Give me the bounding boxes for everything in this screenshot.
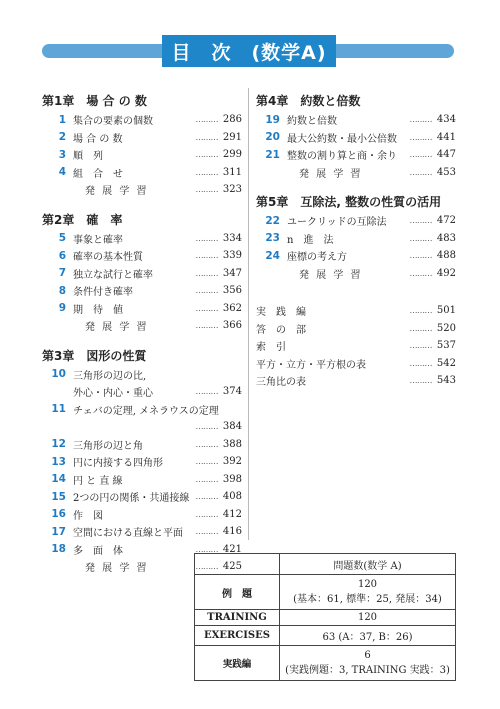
leader-dots: ……… — [195, 303, 218, 313]
section-number: 10 — [51, 368, 66, 381]
header-bar-right — [336, 44, 454, 58]
table-header: 問題数(数学 A) — [280, 554, 456, 575]
examples-total: 120 — [357, 579, 378, 590]
table-row — [195, 610, 456, 626]
chapter-heading: 第4章 約数と倍数 — [256, 94, 361, 108]
section-title: 集合の要素の個数 — [73, 116, 153, 128]
page-number: 453 — [436, 166, 456, 178]
leader-dots: ……… — [195, 233, 218, 243]
section-title: 座標の考え方 — [287, 252, 347, 264]
chapter-heading: 第2章 確 率 — [42, 212, 123, 227]
page-number: 501 — [436, 305, 456, 317]
row-value-exercises: 63 (A：37, B：26) — [280, 626, 456, 646]
section-number: 20 — [265, 131, 280, 144]
toc-entry[interactable] — [42, 317, 242, 335]
section-title: 期 待 値 — [73, 304, 123, 316]
page-number: 412 — [222, 508, 242, 520]
problem-count-table — [194, 553, 456, 681]
page-number: 384 — [222, 421, 242, 433]
toc-entry[interactable] — [42, 436, 242, 454]
page-number: 537 — [436, 340, 456, 352]
section-title: n 進 法 — [287, 234, 334, 246]
section-number: 15 — [51, 490, 66, 503]
misc-title: 三角比の表 — [256, 377, 306, 389]
toc-entry[interactable] — [42, 111, 242, 129]
toc-entry[interactable] — [256, 164, 456, 182]
table-row — [195, 646, 456, 681]
page-number: 356 — [222, 285, 242, 297]
section-title: 発 展 学 習 — [85, 186, 149, 198]
chapter-spacer — [42, 199, 242, 207]
section-number: 16 — [51, 508, 66, 521]
misc-title: 平方・立方・平方根の表 — [256, 359, 366, 371]
toc-entry[interactable] — [256, 302, 456, 320]
toc-entry[interactable] — [42, 282, 242, 300]
leader-dots: ……… — [195, 474, 218, 484]
table-row — [195, 575, 456, 610]
leader-dots: ……… — [409, 132, 432, 142]
section-title: 空間における直線と平面 — [73, 528, 183, 540]
section-title: 確率の基本性質 — [73, 252, 143, 264]
section-title: 円に内接する四角形 — [73, 458, 163, 470]
leader-dots: ……… — [409, 341, 432, 351]
leader-dots: ……… — [409, 306, 432, 316]
page-number: 441 — [436, 131, 456, 143]
examples-breakdown: (基本：61, 標準：25, 発展：34) — [293, 594, 442, 605]
section-number: 12 — [51, 438, 66, 451]
leader-dots: ……… — [195, 492, 218, 502]
leader-dots: ……… — [195, 150, 218, 160]
leader-dots: ……… — [195, 132, 218, 142]
page-number: 286 — [222, 114, 242, 126]
section-title: 2つの円の関係・共通接線 — [73, 493, 190, 505]
toc-right-column — [256, 88, 456, 390]
row-label-training: TRAINING — [195, 610, 280, 626]
toc-entry[interactable] — [42, 247, 242, 265]
page-number: 543 — [436, 375, 456, 387]
leader-dots: ……… — [409, 216, 432, 226]
page-number: 421 — [222, 543, 242, 555]
page-number: 362 — [222, 302, 242, 314]
section-title: 最大公約数・最小公倍数 — [287, 133, 397, 145]
section-title: 順 列 — [73, 151, 103, 163]
page-number: 291 — [222, 131, 242, 143]
leader-dots: ……… — [195, 321, 218, 331]
leader-dots: ……… — [409, 115, 432, 125]
section-title: 外心・内心・重心 — [73, 388, 153, 400]
column-divider — [248, 88, 249, 540]
chapter-heading: 第1章 場 合 の 数 — [42, 94, 147, 108]
toc-entry[interactable] — [42, 453, 242, 471]
toc-entry[interactable] — [42, 401, 242, 419]
section-number: 1 — [58, 113, 66, 126]
section-number: 22 — [265, 214, 280, 227]
toc-entry[interactable] — [256, 230, 456, 248]
misc-title: 答 の 部 — [256, 324, 306, 336]
section-title: 条件付き確率 — [73, 287, 133, 299]
leader-dots: ……… — [195, 439, 218, 449]
row-value-examples — [280, 575, 456, 610]
section-number: 8 — [58, 284, 66, 297]
practice-breakdown: (実践例題：3, TRAINING 実践：3) — [285, 665, 450, 676]
section-number: 23 — [265, 232, 280, 245]
toc-entry[interactable] — [256, 129, 456, 147]
toc-entry[interactable] — [42, 506, 242, 524]
section-number: 21 — [265, 148, 280, 161]
toc-entry[interactable] — [42, 488, 242, 506]
page-number: 374 — [222, 386, 242, 398]
header-bar-left — [42, 44, 162, 58]
toc-entry[interactable] — [256, 372, 456, 390]
toc-entry[interactable] — [42, 366, 242, 384]
section-number: 11 — [51, 403, 66, 416]
section-number: 5 — [58, 232, 66, 245]
leader-dots: ……… — [409, 251, 432, 261]
leader-dots: ……… — [195, 544, 218, 554]
page-number: 542 — [436, 357, 456, 369]
table-row — [195, 626, 456, 646]
section-number: 18 — [51, 543, 66, 556]
page-number: 392 — [222, 456, 242, 468]
misc-spacer — [256, 282, 456, 302]
section-number: 24 — [265, 249, 280, 262]
page-number: 334 — [222, 232, 242, 244]
chapter-spacer — [256, 181, 456, 189]
section-title: ユークリッドの互除法 — [287, 217, 387, 229]
toc-entry[interactable] — [42, 129, 242, 147]
section-number: 14 — [51, 473, 66, 486]
page-title: 目 次 (数学A) — [162, 35, 336, 67]
toc-entry[interactable] — [42, 164, 242, 182]
leader-dots: ……… — [195, 509, 218, 519]
toc-entry[interactable] — [42, 383, 242, 401]
section-title: 発 展 学 習 — [299, 269, 363, 281]
page-number: 311 — [222, 166, 242, 178]
section-number: 13 — [51, 455, 66, 468]
page-number: 366 — [222, 320, 242, 332]
leader-dots: ……… — [195, 251, 218, 261]
leader-dots: ……… — [409, 323, 432, 333]
toc-entry[interactable] — [256, 337, 456, 355]
toc-entry[interactable] — [256, 212, 456, 230]
leader-dots: ……… — [409, 150, 432, 160]
section-title: 発 展 学 習 — [299, 168, 363, 180]
toc-entry[interactable] — [42, 230, 242, 248]
section-title: 場 合 の 数 — [73, 133, 123, 145]
page-number: 425 — [222, 561, 242, 573]
row-label-examples: 例 題 — [195, 575, 280, 610]
table-corner — [195, 554, 280, 575]
leader-dots: ……… — [409, 268, 432, 278]
toc-entry[interactable] — [42, 300, 242, 318]
chapter-spacer — [42, 335, 242, 343]
page-number: 323 — [222, 184, 242, 196]
toc-entry[interactable] — [42, 523, 242, 541]
leader-dots: ……… — [195, 185, 218, 195]
toc-entry[interactable] — [256, 111, 456, 129]
page-number: 299 — [222, 149, 242, 161]
section-title: 円 と 直 線 — [73, 475, 123, 487]
toc-entry[interactable] — [256, 320, 456, 338]
leader-dots: ……… — [195, 268, 218, 278]
page-number: 398 — [222, 473, 242, 485]
section-title: 発 展 学 習 — [85, 563, 149, 575]
section-title: 作 図 — [73, 510, 103, 522]
section-title: 発 展 学 習 — [85, 322, 149, 334]
page-number: 434 — [436, 114, 456, 126]
page-number: 488 — [436, 250, 456, 262]
toc-entry[interactable] — [42, 265, 242, 283]
page-number: 492 — [436, 267, 456, 279]
page-number: 347 — [222, 267, 242, 279]
leader-dots: ……… — [195, 457, 218, 467]
toc-entry[interactable] — [42, 146, 242, 164]
page-number: 408 — [222, 491, 242, 503]
leader-dots: ……… — [195, 115, 218, 125]
row-label-practice: 実践編 — [195, 646, 280, 681]
toc-entry[interactable] — [256, 247, 456, 265]
page-number: 339 — [222, 250, 242, 262]
misc-title: 索 引 — [256, 342, 286, 354]
section-title: 事象と確率 — [73, 234, 123, 246]
page-number: 483 — [436, 232, 456, 244]
toc-left-column — [42, 88, 242, 576]
section-number: 9 — [58, 302, 66, 315]
page-number: 388 — [222, 438, 242, 450]
row-value-practice — [280, 646, 456, 681]
leader-dots: ……… — [409, 358, 432, 368]
section-number: 6 — [58, 249, 66, 262]
section-number: 7 — [58, 267, 66, 280]
section-title: 整数の割り算と商・余り — [287, 151, 397, 163]
leader-dots: ……… — [195, 387, 218, 397]
row-value-training: 120 — [280, 610, 456, 626]
section-number: 17 — [51, 525, 66, 538]
leader-dots: ……… — [195, 286, 218, 296]
practice-total: 6 — [364, 650, 371, 661]
row-label-exercises: EXERCISES — [195, 626, 280, 646]
page-number: 447 — [436, 149, 456, 161]
page-number: 472 — [436, 215, 456, 227]
toc-entry[interactable] — [42, 471, 242, 489]
leader-dots: ……… — [409, 376, 432, 386]
chapter-heading: 第3章 図形の性質 — [42, 348, 147, 363]
toc-entry[interactable] — [256, 265, 456, 283]
page-number: 520 — [436, 322, 456, 334]
toc-entry[interactable] — [256, 146, 456, 164]
chapter-heading: 第5章 互除法, 整数の性質の活用 — [256, 195, 442, 209]
section-title: 組 合 せ — [73, 168, 123, 180]
section-number: 2 — [58, 131, 66, 144]
toc-entry[interactable] — [42, 181, 242, 199]
section-title: 独立な試行と確率 — [73, 269, 153, 281]
misc-title: 実 践 編 — [256, 307, 306, 319]
section-title: チェバの定理, メネラウスの定理 — [73, 405, 219, 417]
section-number: 3 — [58, 148, 66, 161]
leader-dots: ……… — [195, 167, 218, 177]
section-title: 三角形の辺と角 — [73, 440, 143, 452]
leader-dots: ……… — [409, 233, 432, 243]
leader-dots: ……… — [195, 527, 218, 537]
section-title: 多 面 体 — [73, 545, 123, 557]
section-title: 約数と倍数 — [287, 116, 337, 128]
leader-dots: ……… — [195, 422, 218, 432]
leader-dots: ……… — [409, 167, 432, 177]
section-number: 19 — [265, 113, 280, 126]
toc-entry[interactable] — [256, 355, 456, 373]
toc-entry[interactable] — [42, 418, 242, 436]
page-number: 416 — [222, 526, 242, 538]
leader-dots: ……… — [195, 562, 218, 572]
section-number: 4 — [58, 166, 66, 179]
section-title: 三角形の辺の比, — [73, 370, 147, 382]
